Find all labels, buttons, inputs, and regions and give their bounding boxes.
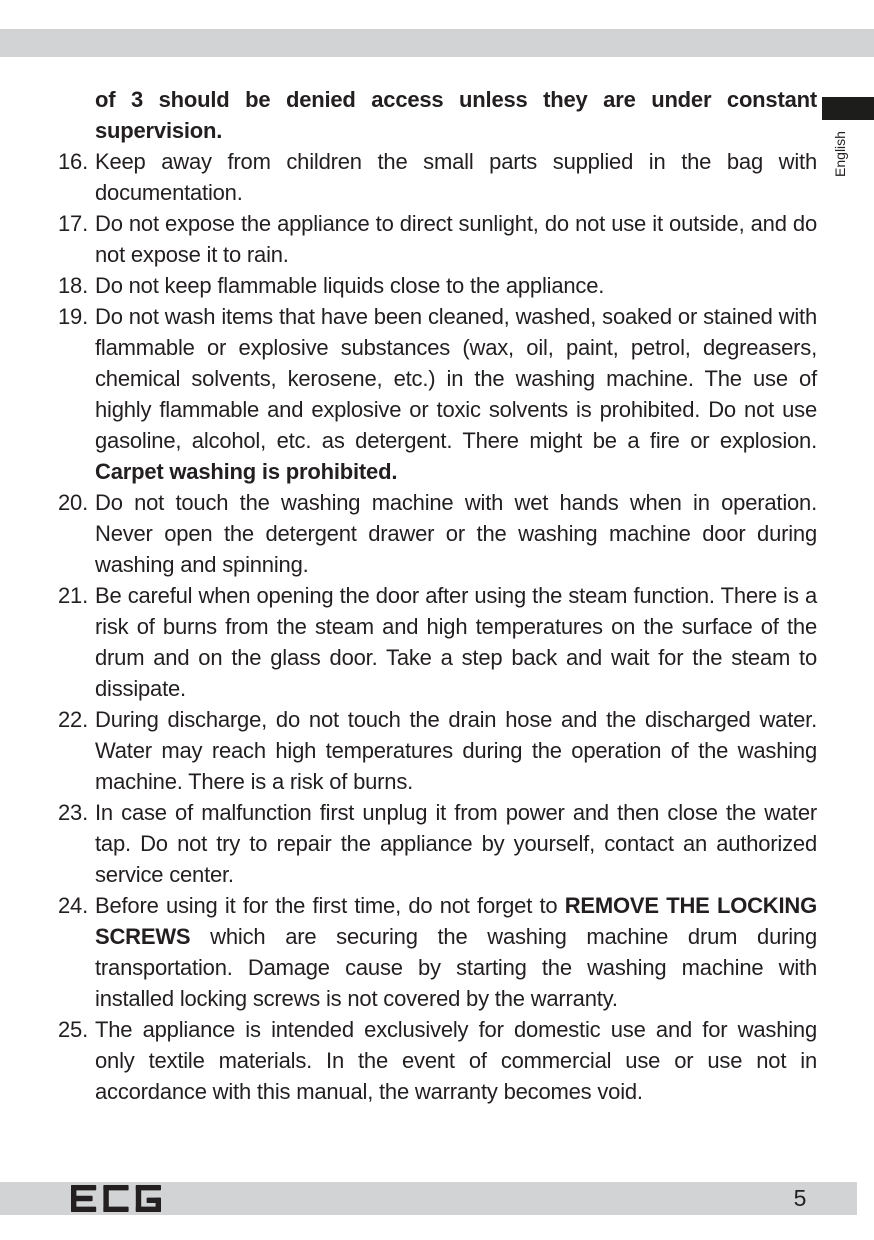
item-text: Do not wash items that have been cleaned, washed, soaked or stained with flammable or explosive substances (wax, oil, paint, petrol, degreasers, chemical solvents, kerosene, etc.) in the washing machine. The use of highly flammable and explosive or toxic solvents is prohibited. Do not use gasoline, alcohol, etc. as detergent. There might be a fire or explosion. bbox=[95, 304, 817, 453]
item-number: 23. bbox=[58, 800, 88, 825]
item-text: which are securing the washing machine drum during transportation. Damage cause by starting the washing machine with installed locking screws is not covered by the warranty. bbox=[95, 924, 817, 1011]
item-text: Keep away from children the small parts supplied in the bag with documentation. bbox=[95, 149, 817, 205]
language-tab-marker bbox=[822, 97, 874, 120]
list-item bbox=[58, 580, 817, 704]
item-text: Do not keep flammable liquids close to the appliance. bbox=[95, 273, 605, 298]
item-text-bold: REMOVE THE LOCKING SCREWS bbox=[95, 893, 817, 949]
item-text: The appliance is intended exclusively for domestic use and for washing only textile materials. In the event of commercial use or use not in accordance with this manual, the warranty becomes void. bbox=[95, 1017, 817, 1104]
item-number: 24. bbox=[58, 893, 88, 918]
list-item bbox=[58, 890, 817, 1014]
list-item bbox=[58, 146, 817, 208]
item-number: 22. bbox=[58, 707, 88, 732]
item-number: 20. bbox=[58, 490, 88, 515]
item-text-bold: Carpet washing is prohibited. bbox=[95, 459, 398, 484]
list-item bbox=[58, 797, 817, 890]
item-number: 25. bbox=[58, 1017, 88, 1042]
manual-page-content bbox=[58, 84, 817, 1107]
list-item bbox=[58, 704, 817, 797]
header-bar bbox=[0, 29, 874, 57]
safety-instructions-list bbox=[58, 146, 817, 1107]
intro-paragraph: of 3 should be denied access unless they are under constant supervision. bbox=[95, 87, 817, 143]
item-number: 18. bbox=[58, 273, 88, 298]
item-text: During discharge, do not touch the drain hose and the discharged water. Water may reach high temperatures during the operation of the washing machine. There is a risk of burns. bbox=[95, 707, 817, 794]
list-item bbox=[58, 1014, 817, 1107]
item-number: 17. bbox=[58, 211, 88, 236]
list-item bbox=[58, 487, 817, 580]
ecg-brand-logo bbox=[70, 1185, 162, 1212]
item-number: 16. bbox=[58, 149, 88, 174]
footer-bar bbox=[0, 1182, 857, 1215]
item-number: 19. bbox=[58, 304, 88, 329]
item-text: Be careful when opening the door after using the steam function. There is a risk of burns from the steam and high temperatures on the surface of the drum and on the glass door. Take a step back and wait for the steam to dissipate. bbox=[95, 583, 817, 701]
item-text: Do not expose the appliance to direct sunlight, do not use it outside, and do not expose it to rain. bbox=[95, 211, 817, 267]
list-item bbox=[58, 270, 817, 301]
item-text: Before using it for the first time, do not forget to bbox=[95, 893, 565, 918]
item-text: In case of malfunction first unplug it from power and then close the water tap. Do not try to repair the appliance by yourself, contact an authorized service center. bbox=[95, 800, 817, 887]
language-tab-label: English bbox=[832, 131, 848, 177]
page-number: 5 bbox=[793, 1185, 807, 1211]
list-item bbox=[58, 208, 817, 270]
item-number: 21. bbox=[58, 583, 88, 608]
list-item bbox=[58, 301, 817, 487]
item-text: Do not touch the washing machine with wet hands when in operation. Never open the detergent drawer or the washing machine door during washing and spinning. bbox=[95, 490, 817, 577]
